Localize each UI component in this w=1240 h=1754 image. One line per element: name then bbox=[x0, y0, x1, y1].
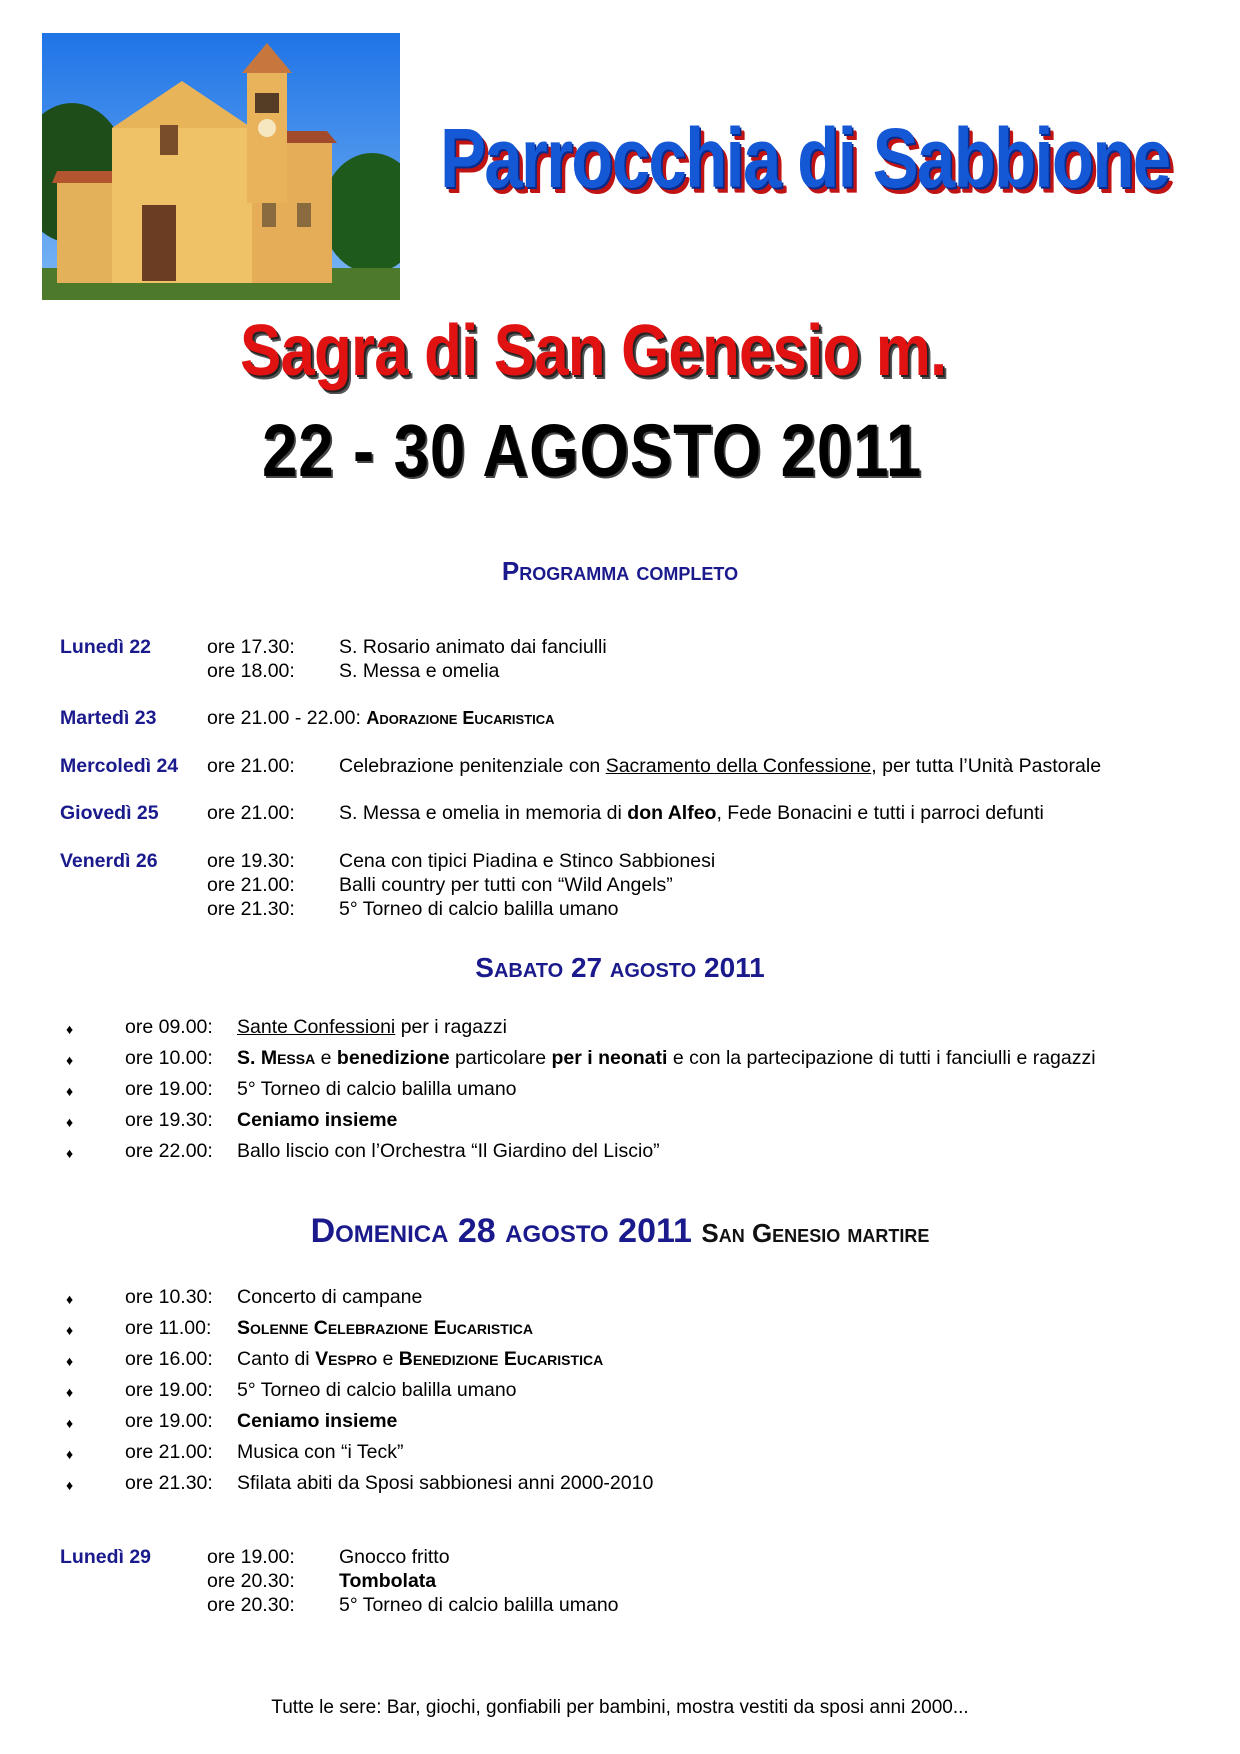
event-desc: 5° Torneo di calcio balilla umano bbox=[237, 1078, 517, 1100]
text-underlined: Sacramento della Confessione bbox=[605, 755, 872, 777]
event-desc: Solenne Celebrazione Eucaristica bbox=[237, 1317, 533, 1339]
event-desc: Balli country per tutti con “Wild Angels” bbox=[339, 874, 673, 896]
text: S. Messa e omelia in memoria di bbox=[339, 802, 628, 824]
time: ore 21.30: bbox=[125, 1472, 213, 1494]
time: ore 20.30: bbox=[207, 1594, 295, 1616]
text-bold: Benedizione Eucaristica bbox=[398, 1348, 604, 1370]
time: ore 21.30: bbox=[207, 898, 295, 920]
event-desc: Gnocco fritto bbox=[339, 1546, 450, 1568]
event-desc bbox=[237, 1347, 603, 1371]
text: e con la partecipazione di tutti i fanciulli e ragazzi bbox=[667, 1047, 1096, 1069]
event-line bbox=[207, 706, 555, 730]
domenica-heading bbox=[0, 1212, 1240, 1251]
domenica-title: Domenica 28 agosto 2011 bbox=[310, 1212, 692, 1250]
bullet-icon: ♦ bbox=[66, 1145, 74, 1161]
bullet-icon: ♦ bbox=[66, 1322, 74, 1338]
text: e bbox=[315, 1047, 337, 1069]
text-bold: benedizione bbox=[336, 1047, 450, 1069]
church-photo bbox=[42, 33, 400, 300]
time: ore 16.00: bbox=[125, 1348, 213, 1370]
text-bold: don Alfeo bbox=[627, 802, 717, 824]
event-desc bbox=[339, 754, 1101, 778]
bullet-icon: ♦ bbox=[66, 1415, 74, 1431]
event-desc: 5° Torneo di calcio balilla umano bbox=[339, 898, 619, 920]
bullet-icon: ♦ bbox=[66, 1446, 74, 1462]
time: ore 19.00: bbox=[125, 1379, 213, 1401]
time: ore 21.00 - 22.00: bbox=[207, 707, 361, 729]
text-underlined: Sante Confessioni bbox=[237, 1016, 396, 1038]
event-desc bbox=[237, 1046, 1096, 1070]
time: ore 09.00: bbox=[125, 1016, 213, 1038]
event-desc: Cena con tipici Piadina e Stinco Sabbionesi bbox=[339, 850, 716, 872]
time: ore 20.30: bbox=[207, 1570, 295, 1592]
bullet-icon: ♦ bbox=[66, 1114, 74, 1130]
bullet-icon: ♦ bbox=[66, 1052, 74, 1068]
event-desc: Concerto di campane bbox=[237, 1286, 423, 1308]
event-desc: Sfilata abiti da Sposi sabbionesi anni 2000-2010 bbox=[237, 1472, 654, 1494]
text: per i ragazzi bbox=[395, 1016, 507, 1038]
text-bold: S. Messa bbox=[237, 1047, 316, 1069]
domenica-subtitle: San Genesio martire bbox=[701, 1218, 930, 1248]
time: ore 22.00: bbox=[125, 1140, 213, 1162]
time: ore 18.00: bbox=[207, 660, 295, 682]
event-desc: 5° Torneo di calcio balilla umano bbox=[237, 1379, 517, 1401]
time: ore 19.30: bbox=[125, 1109, 213, 1131]
text-bold: per i neonati bbox=[551, 1047, 668, 1069]
church-illustration bbox=[42, 33, 400, 300]
sagra-title: Sagra di San Genesio m. bbox=[240, 311, 947, 391]
day-label: Mercoledì 24 bbox=[60, 755, 179, 777]
time: ore 21.00: bbox=[207, 874, 295, 896]
text: , per tutta l’Unità Pastorale bbox=[871, 755, 1102, 777]
event-desc: S. Rosario animato dai fanciulli bbox=[339, 636, 607, 658]
sabato-heading: Sabato 27 agosto 2011 bbox=[475, 952, 765, 983]
footer-note: Tutte le sere: Bar, giochi, gonfiabili per bambini, mostra vestiti da sposi anni 2000... bbox=[271, 1697, 969, 1718]
bullet-icon: ♦ bbox=[66, 1083, 74, 1099]
time: ore 19.00: bbox=[125, 1078, 213, 1100]
text: , Fede Bonacini e tutti i parroci defunti bbox=[716, 802, 1044, 824]
time: ore 11.00: bbox=[125, 1317, 212, 1339]
event-desc: Tombolata bbox=[339, 1570, 437, 1592]
time: ore 21.00: bbox=[207, 755, 295, 777]
text-bold: Vespro bbox=[315, 1348, 378, 1370]
time: ore 17.30: bbox=[207, 636, 295, 658]
text: e bbox=[377, 1348, 399, 1370]
event-desc: Ballo liscio con l’Orchestra “Il Giardino del Liscio” bbox=[237, 1140, 660, 1162]
event-desc: Musica con “i Teck” bbox=[237, 1441, 404, 1463]
text: Celebrazione penitenziale con bbox=[339, 755, 606, 777]
bullet-icon: ♦ bbox=[66, 1021, 74, 1037]
sagra-dates: 22 - 30 AGOSTO 2011 bbox=[262, 409, 923, 492]
day-label: Lunedì 22 bbox=[60, 636, 152, 658]
day-label: Lunedì 29 bbox=[60, 1546, 152, 1568]
bullet-icon: ♦ bbox=[66, 1477, 74, 1493]
text: particolare bbox=[449, 1047, 552, 1069]
time: ore 19.30: bbox=[207, 850, 295, 872]
bullet-icon: ♦ bbox=[66, 1291, 74, 1307]
programma-heading: Programma completo bbox=[501, 556, 739, 586]
day-label: Venerdì 26 bbox=[60, 850, 158, 872]
time: ore 10.30: bbox=[125, 1286, 213, 1308]
day-label: Martedì 23 bbox=[60, 707, 157, 729]
event-desc: 5° Torneo di calcio balilla umano bbox=[339, 1594, 619, 1616]
time: ore 21.00: bbox=[207, 802, 295, 824]
bullet-icon: ♦ bbox=[66, 1384, 74, 1400]
time: ore 19.00: bbox=[207, 1546, 295, 1568]
parish-title: Parrocchia di Sabbione bbox=[440, 111, 1170, 205]
event-desc: Adorazione Eucaristica bbox=[366, 708, 555, 728]
event-desc bbox=[237, 1015, 507, 1039]
event-desc: Ceniamo insieme bbox=[237, 1109, 398, 1131]
time: ore 21.00: bbox=[125, 1441, 213, 1463]
day-label: Giovedì 25 bbox=[60, 802, 159, 824]
event-desc: Ceniamo insieme bbox=[237, 1410, 398, 1432]
text: Canto di bbox=[237, 1348, 316, 1370]
time: ore 10.00: bbox=[125, 1047, 213, 1069]
event-desc: S. Messa e omelia bbox=[339, 660, 500, 682]
event-desc bbox=[339, 801, 1044, 825]
time: ore 19.00: bbox=[125, 1410, 213, 1432]
bullet-icon: ♦ bbox=[66, 1353, 74, 1369]
